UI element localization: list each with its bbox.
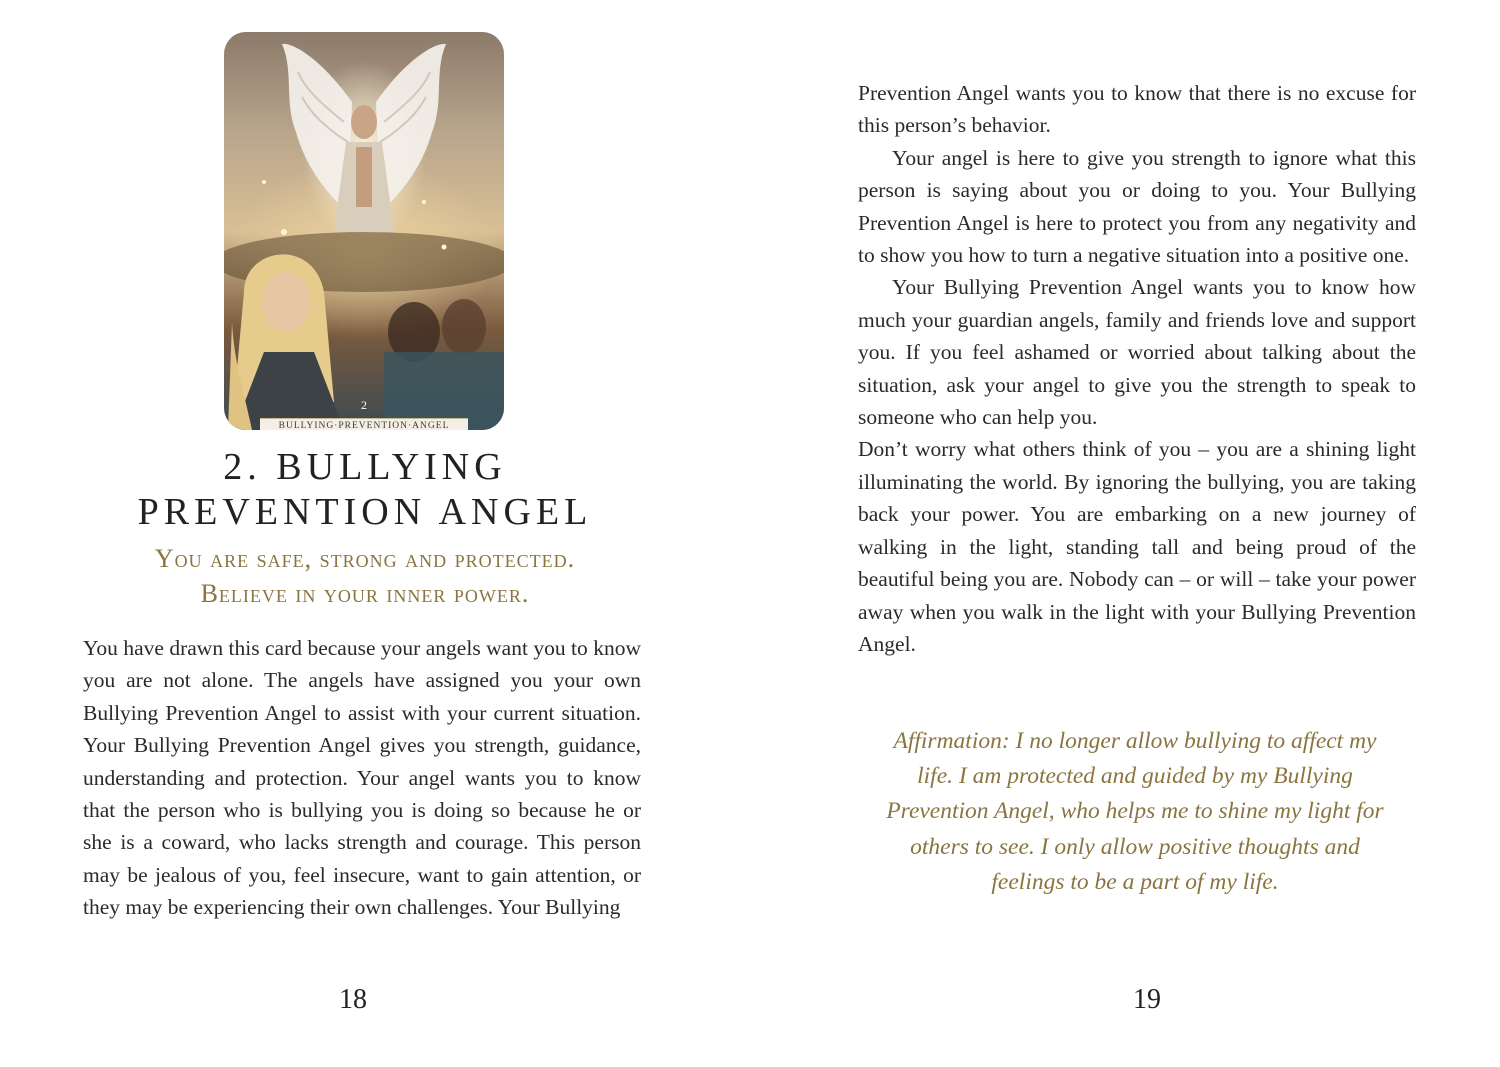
affirmation-text: Affirmation: I no longer allow bullying to affect my life. I am protected and guided by my Bullying Prevention Angel, who helps me to shine my light for others to see. I only allow positive thoughts and feelings to be a part of my life. <box>886 728 1384 895</box>
card-banner-label: BULLYING·PREVENTION·ANGEL <box>260 418 468 430</box>
page-number-left: 18 <box>339 984 367 1015</box>
angel-card-image <box>224 32 504 430</box>
subtitle-line2: Believe in your inner power. <box>200 579 530 608</box>
paragraph-3: Your Bullying Prevention Angel wants you to know how much your guardian angels, family and friends love and support you. If you feel ashamed or worried about talking about the situation, ask your angel to give you the strength to speak to someone who can help you. <box>858 275 1416 430</box>
page-number-right: 19 <box>1133 984 1161 1015</box>
paragraph-2: Your angel is here to give you strength to ignore what this person is saying about you or doing to you. Your Bullying Prevention Angel is here to protect you from any negativity and to show you how to turn a negative situation into a positive one. <box>858 145 1416 268</box>
angel-illustration <box>224 32 504 430</box>
paragraph-1: Prevention Angel wants you to know that there is no excuse for this person’s behavior. <box>858 81 1416 138</box>
subtitle-line1: You are safe, strong and protected. <box>154 544 576 573</box>
chapter-title-line1: 2. BULLYING <box>223 446 507 488</box>
card-number: 2 <box>361 398 367 412</box>
right-body-text <box>858 77 1416 660</box>
left-body-text: You have drawn this card because your angels want you to know you are not alone. The angels have assigned you your own Bullying Prevention Angel to assist with your current situation. Your Bullying Prevention Angel gives you strength, guidance, understanding and protection. Your angel wants you to know that the person who is bullying you is doing so because he or she is a coward, who lacks strength and courage. This person may be jealous of you, feel insecure, want to gain attention, or they may be experiencing their own challenges. Your Bullying <box>83 636 641 920</box>
paragraph-4: Don’t worry what others think of you – you are a shining light illuminating the world. By ignoring the bullying, you are taking back your power. You are embarking on a new journey of walking in the light, standing tall and being proud of the beautiful being you are. Nobody can – or will – take your power away when you walk in the light with your Bullying Prevention Angel. <box>858 437 1416 656</box>
right-page <box>750 0 1500 1067</box>
chapter-title-line2: PREVENTION ANGEL <box>137 491 593 533</box>
